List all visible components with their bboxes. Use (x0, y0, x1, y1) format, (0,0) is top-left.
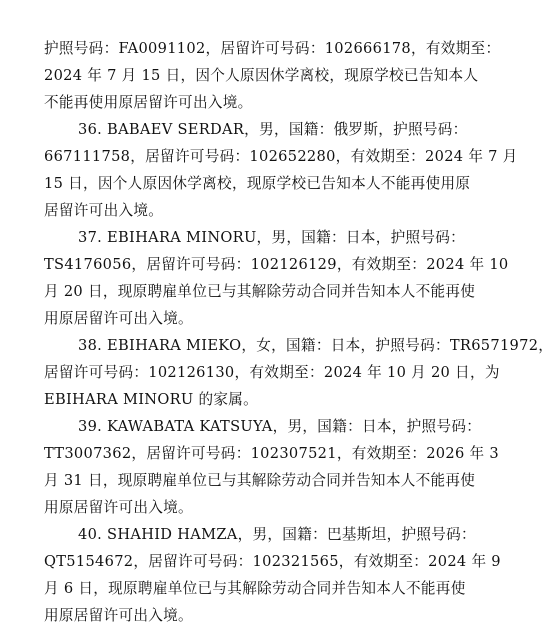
entry-heading-39: 39. KAWABATA KATSUYA，男，国籍：日本，护照号码： (78, 418, 482, 435)
text-line: 用原居留许可出入境。 (44, 607, 193, 624)
text-line: 月 6 日，现原聘雇单位已与其解除劳动合同并告知本人不能再使 (44, 580, 466, 597)
text-line: 不能再使用原居留许可出入境。 (44, 94, 253, 111)
entry-heading-38: 38. EBIHARA MIEKO，女，国籍：日本，护照号码：TR6571972， (78, 337, 553, 354)
text-line: 居留许可号码：102126130，有效期至：2024 年 10 月 20 日，为 (44, 364, 500, 381)
text-line: 护照号码：FA0091102，居留许可号码：102666178，有效期至： (44, 40, 501, 57)
text-line: 居留许可出入境。 (44, 202, 164, 219)
text-line: EBIHARA MINORU 的家属。 (44, 391, 259, 408)
text-line: 月 20 日，现原聘雇单位已与其解除劳动合同并告知本人不能再使 (44, 283, 476, 300)
text-line: 2024 年 7 月 15 日，因个人原因休学离校，现原学校已告知本人 (44, 67, 479, 84)
text-line: 用原居留许可出入境。 (44, 310, 193, 327)
entry-heading-40: 40. SHAHID HAMZA，男，国籍：巴基斯坦，护照号码： (78, 526, 476, 543)
text-line: TT3007362，居留许可号码：102307521，有效期至：2026 年 3 (44, 445, 499, 462)
text-line: QT5154672，居留许可号码：102321565，有效期至：2024 年 9 (44, 553, 501, 570)
text-line: 月 31 日，现原聘雇单位已与其解除劳动合同并告知本人不能再使 (44, 472, 476, 489)
entry-heading-37: 37. EBIHARA MINORU，男，国籍：日本，护照号码： (78, 229, 466, 246)
entry-heading-36: 36. BABAEV SERDAR，男，国籍：俄罗斯，护照号码： (78, 121, 468, 138)
text-line: TS4176056，居留许可号码：102126129，有效期至：2024 年 10 (44, 256, 509, 273)
text-line: 667111758，居留许可号码：102652280，有效期至：2024 年 7 月 (44, 148, 518, 165)
text-line: 用原居留许可出入境。 (44, 499, 193, 516)
text-line: 15 日，因个人原因休学离校，现原学校已告知本人不能再使用原 (44, 175, 471, 192)
